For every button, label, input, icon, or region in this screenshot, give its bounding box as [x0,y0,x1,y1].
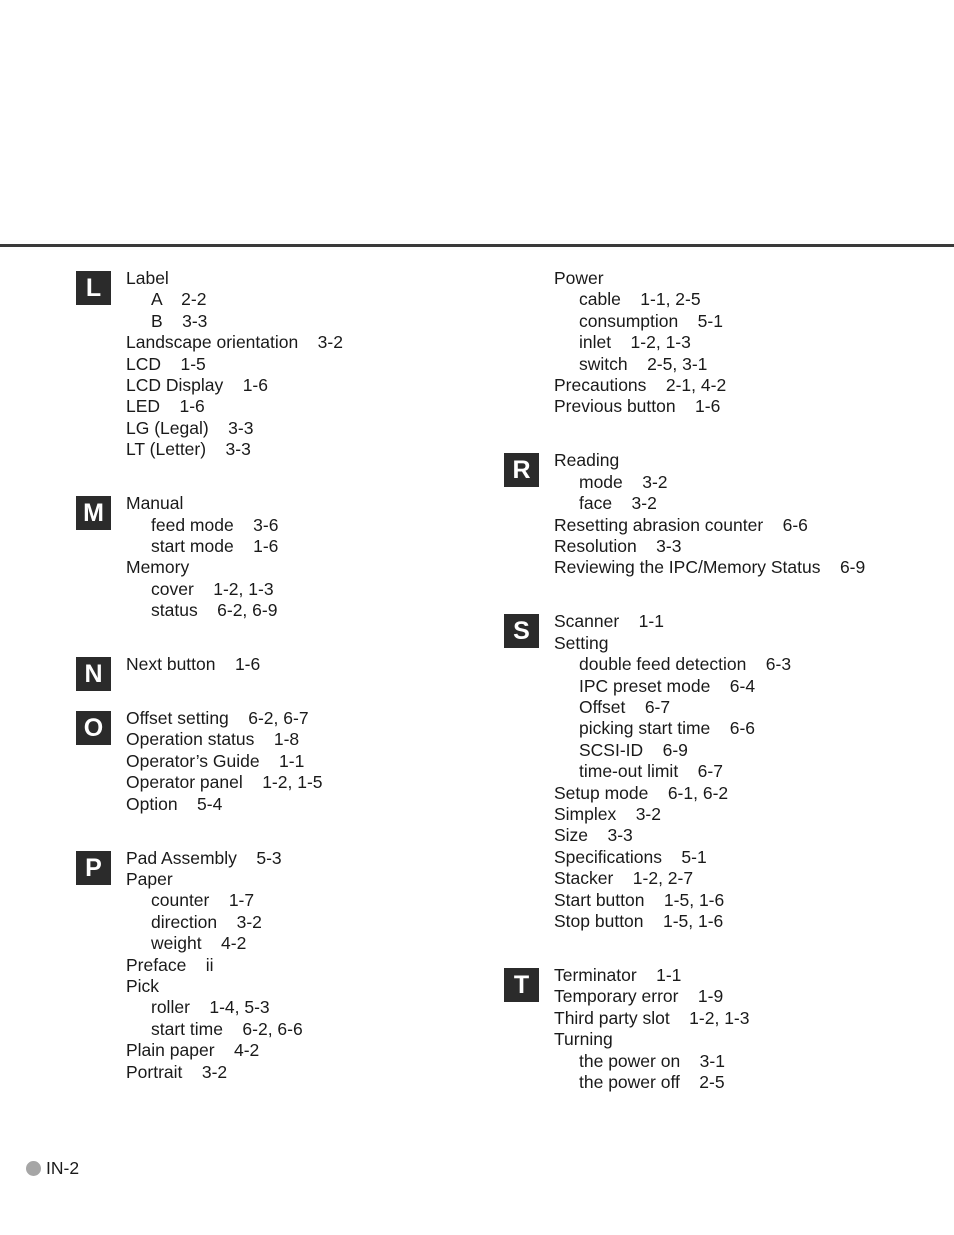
index-section-s [504,611,944,932]
index-entry: LG (Legal) 3-3 [126,417,254,438]
index-subentry: B 3-3 [151,310,208,331]
section-letter-tab: M [76,496,111,530]
page-footer [26,1158,79,1179]
index-subentry: start mode 1-6 [151,535,279,556]
index-entry: Operator panel 1-2, 1-5 [126,772,323,793]
index-subentry: the power off 2-5 [579,1071,725,1092]
index-entry: Option 5-4 [126,793,223,814]
index-entry: Preface ii [126,954,214,975]
section-letter-tab: O [76,711,111,745]
index-entry: Precautions 2-1, 4-2 [554,375,727,396]
index-entry: Turning [554,1029,613,1050]
index-subentry: IPC preset mode 6-4 [579,675,756,696]
index-entry: Simplex 3-2 [554,803,661,824]
section-letter-tab: S [504,614,539,648]
index-subentry: SCSI-ID 6-9 [579,739,688,760]
index-subentry: cover 1-2, 1-3 [151,578,274,599]
index-subentry: start time 6-2, 6-6 [151,1018,303,1039]
index-subentry: consumption 5-1 [579,310,723,331]
bullet-icon [26,1161,41,1176]
index-entry: Stop button 1-5, 1-6 [554,910,724,931]
index-entry: LCD Display 1-6 [126,375,268,396]
index-entry: LED 1-6 [126,396,205,417]
index-entry: Resolution 3-3 [554,535,682,556]
index-subentry: face 3-2 [579,493,657,514]
index-subentry: status 6-2, 6-9 [151,600,278,621]
index-entry: Portrait 3-2 [126,1061,228,1082]
index-entry: Offset setting 6-2, 6-7 [126,708,309,728]
section-letter-tab: L [76,271,111,305]
index-subentry: feed mode 3-6 [151,514,279,535]
page-number: IN-2 [46,1158,80,1178]
index-entry: Reading [554,450,620,471]
index-subentry: counter 1-7 [151,890,255,911]
index-subentry: the power on 3-1 [579,1050,725,1071]
index-section-continued [504,268,944,418]
index-section-l [76,268,496,461]
index-column-right [504,268,944,1093]
section-letter-tab: R [504,453,539,487]
section-letter-tab: P [76,851,111,885]
index-entry: Operator’s Guide 1-1 [126,750,305,771]
index-subentry: mode 3-2 [579,471,668,492]
index-section-o [76,708,496,815]
index-subentry: weight 4-2 [151,933,247,954]
index-entry: LT (Letter) 3-3 [126,439,251,460]
index-subentry: roller 1-4, 5-3 [151,997,270,1018]
index-subentry: A 2-2 [151,289,207,310]
index-subentry: double feed detection 6-3 [579,654,792,675]
index-entry: Previous button 1-6 [554,396,721,417]
section-letter-tab: T [504,968,539,1002]
header-rule [0,244,954,247]
index-entry: Operation status 1-8 [126,729,300,750]
index-column-left [76,268,496,1083]
index-entry: Specifications 5-1 [554,846,707,867]
index-subentry: picking start time 6-6 [579,718,756,739]
index-entry: Setting [554,632,609,653]
index-subentry: switch 2-5, 3-1 [579,353,708,374]
index-subentry: inlet 1-2, 1-3 [579,332,691,353]
index-entry: Setup mode 6-1, 6-2 [554,782,729,803]
index-entry: Next button 1-6 [126,654,261,675]
index-entry: Terminator 1-1 [554,964,682,985]
index-entry: Label [126,268,169,288]
index-section-m [76,493,496,621]
index-subentry: cable 1-1, 2-5 [579,289,701,310]
index-subentry: time-out limit 6-7 [579,761,723,782]
index-entry: Manual [126,493,184,514]
index-entry: Resetting abrasion counter 6-6 [554,514,808,535]
index-entry: Temporary error 1-9 [554,986,724,1007]
index-entry: Third party slot 1-2, 1-3 [554,1007,750,1028]
index-entry: Memory [126,557,190,578]
index-entry: Scanner 1-1 [554,611,664,632]
index-entry: Paper [126,868,173,889]
index-subentry: direction 3-2 [151,911,262,932]
index-entry: Start button 1-5, 1-6 [554,889,725,910]
index-entry: LCD 1-5 [126,353,206,374]
index-entry: Reviewing the IPC/Memory Status 6-9 [554,557,866,578]
index-entry: Power [554,268,604,288]
index-section-p [76,848,496,1083]
index-subentry: Offset 6-7 [579,696,671,717]
index-section-t [504,965,944,1093]
index-entry: Plain paper 4-2 [126,1040,260,1061]
section-letter-tab: N [76,657,111,691]
index-entry: Stacker 1-2, 2-7 [554,868,694,889]
index-entry: Pick [126,975,160,996]
index-section-n [76,654,496,689]
index-section-r [504,450,944,578]
index-entry: Size 3-3 [554,825,633,846]
index-entry: Pad Assembly 5-3 [126,847,282,868]
index-entry: Landscape orientation 3-2 [126,332,343,353]
